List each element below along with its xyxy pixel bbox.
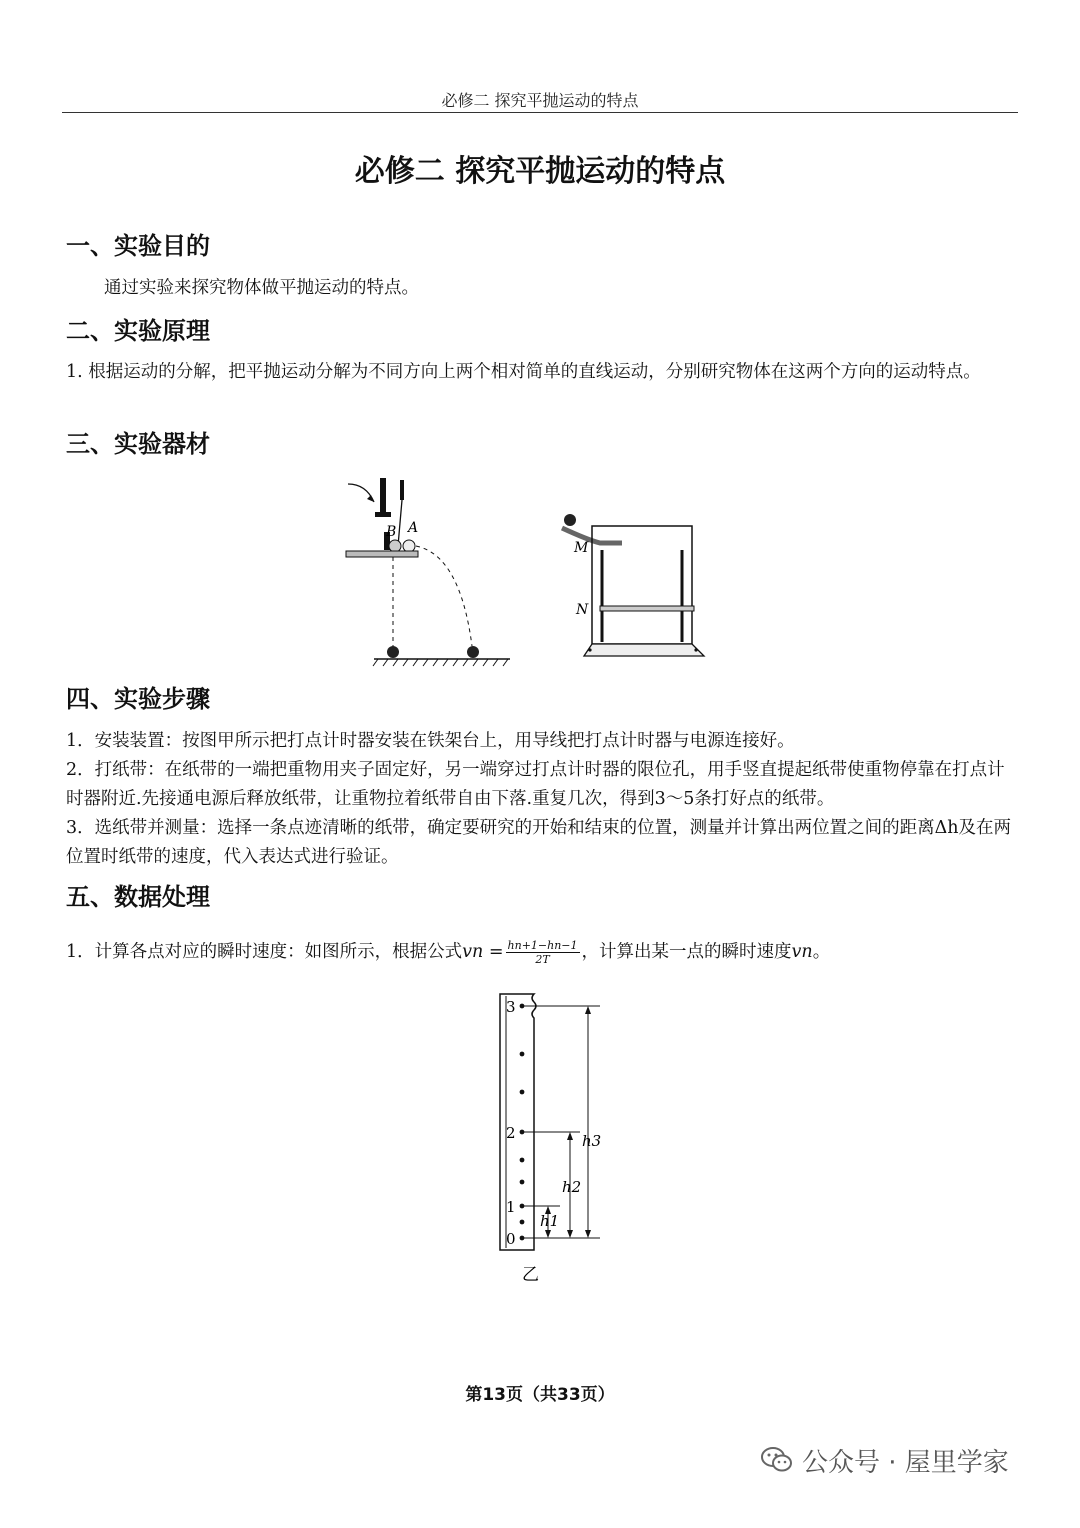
- document-title: 必修二 探究平抛运动的特点: [354, 154, 726, 189]
- velocity-variable: vn: [791, 942, 813, 962]
- step-2-text: 2．打纸带：在纸带的一端把重物用夹子固定好，另一端穿过打点计时器的限位孔，用手竖直提起纸带使重物停靠在打点计时器附近.先接通电源后释放纸带，让重物拉着纸带自由下落.重复几次，得到3～5条打好点的纸带。: [66, 760, 1005, 809]
- label-n: N: [576, 602, 589, 618]
- point-label-0: 0: [506, 1230, 516, 1248]
- left-apparatus: [346, 478, 510, 666]
- h1-label: h1: [540, 1212, 560, 1230]
- text-end: 。: [812, 942, 831, 962]
- principle-text: 1. 根据运动的分解，把平抛运动分解为不同方向上两个相对简单的直线运动，分别研究物体在这两个方向的运动特点。: [66, 362, 981, 382]
- watermark: [760, 1440, 1060, 1480]
- point-label-2: 2: [506, 1124, 516, 1142]
- step-3-text: 3．选纸带并测量：选择一条点迹清晰的纸带，确定要研究的开始和结束的位置，测量并计算出两位置之间的距离Δh及在两位置时纸带的速度，代入表达式进行验证。: [66, 818, 1012, 867]
- formula-fraction: [506, 939, 580, 966]
- wechat-icon: [760, 1445, 794, 1475]
- section-heading-steps: 四、实验步骤: [66, 685, 210, 713]
- right-apparatus: [562, 514, 704, 656]
- page-number: 第13页（共33页）: [465, 1385, 615, 1405]
- step-1-text: 1．安装装置：按图甲所示把打点计时器安装在铁架台上，用导线把打点计时器与电源连接好。: [66, 731, 795, 751]
- section-heading-purpose: 一、实验目的: [66, 232, 210, 260]
- label-m: M: [574, 540, 589, 556]
- text-before-formula: 1．计算各点对应的瞬时速度：如图所示，根据公式: [66, 942, 463, 962]
- figure-caption: 乙: [522, 1265, 539, 1285]
- label-b: B: [386, 524, 397, 540]
- watermark-text: 公众号 · 屋里学家: [802, 1447, 1009, 1478]
- data-processing-text: [66, 938, 1021, 967]
- point-label-1: 1: [506, 1198, 516, 1216]
- label-a: A: [408, 520, 419, 536]
- apparatus-figure: [330, 470, 730, 670]
- h3-label: h3: [582, 1132, 602, 1150]
- h2-label: h2: [562, 1178, 582, 1196]
- text-after-formula: ，计算出某一点的瞬时速度: [581, 942, 792, 962]
- formula-numerator: hn+1−hn−1: [507, 939, 578, 952]
- point-label-3: 3: [506, 998, 516, 1016]
- header-rule: [62, 112, 1018, 113]
- section-heading-data: 五、数据处理: [66, 883, 210, 911]
- section-heading-equipment: 三、实验器材: [66, 430, 210, 458]
- running-header: 必修二 探究平抛运动的特点: [441, 91, 639, 110]
- tape-figure: [490, 988, 620, 1288]
- section-heading-principle: 二、实验原理: [66, 317, 210, 345]
- purpose-text: 通过实验来探究物体做平抛运动的特点。: [104, 278, 419, 298]
- formula-lhs: vn =: [462, 942, 504, 962]
- formula-denominator: 2T: [535, 953, 550, 966]
